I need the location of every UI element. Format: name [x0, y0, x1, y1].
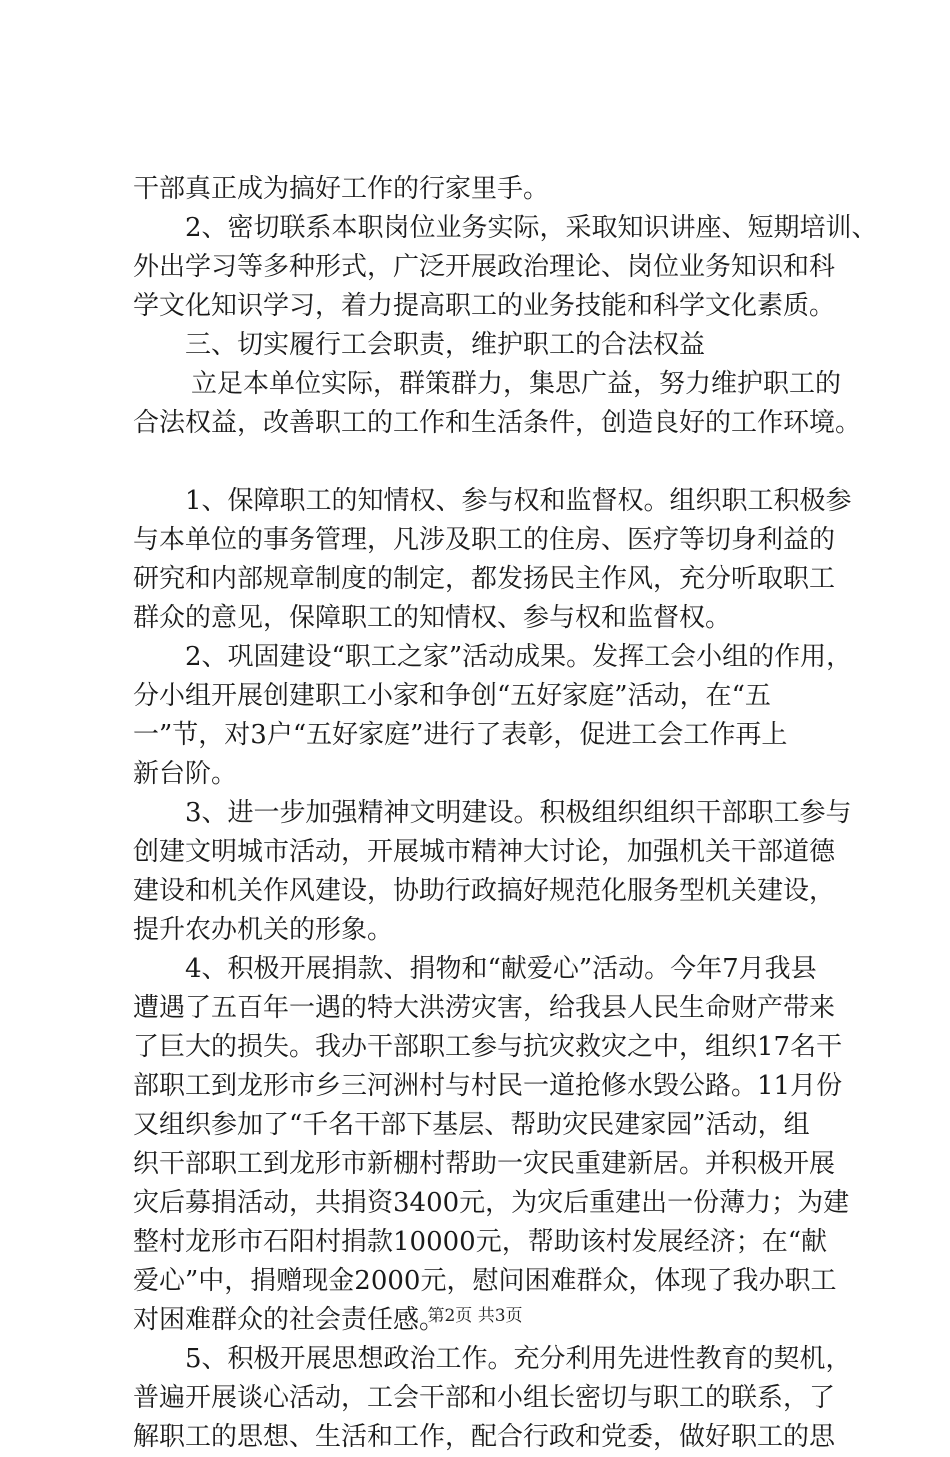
- text-line: 5、积极开展思想政治工作。充分利用先进性教育的契机，: [185, 1344, 852, 1374]
- text-line: 研究和内部规章制度的制定，都发扬民主作风，充分听取职工: [133, 564, 836, 594]
- text-line: 织干部职工到龙形市新棚村帮助一灾民重建新居。并积极开展: [133, 1149, 836, 1179]
- text-line: 学文化知识学习，着力提高职工的业务技能和科学文化素质。: [133, 291, 836, 321]
- text-line: 1、保障职工的知情权、参与权和监督权。组织职工积极参: [185, 486, 852, 516]
- text-line: 又组织参加了“千名干部下基层、帮助灾民建家园”活动，组: [133, 1110, 810, 1140]
- text-line: 了巨大的损失。我办干部职工参与抗灾救灾之中，组织17名干: [133, 1032, 843, 1062]
- text-line: 整村龙形市石阳村捐款10000元，帮助该村发展经济；在“献: [133, 1227, 828, 1257]
- text-line: 群众的意见，保障职工的知情权、参与权和监督权。: [133, 603, 732, 633]
- text-line: 与本单位的事务管理，凡涉及职工的住房、医疗等切身利益的: [133, 525, 836, 555]
- text-line: 4、积极开展捐款、捐物和“献爱心”活动。今年7月我县: [185, 954, 817, 984]
- blank-line: [133, 443, 833, 482]
- text-line: 普遍开展谈心活动，工会干部和小组长密切与职工的联系，了: [133, 1383, 836, 1413]
- text-line: 部职工到龙形市乡三河洲村与村民一道抢修水毁公路。11月份: [133, 1071, 843, 1101]
- text-line: 遭遇了五百年一遇的特大洪涝灾害，给我县人民生命财产带来: [133, 993, 836, 1023]
- text-line: 灾后募捐活动，共捐资3400元，为灾后重建出一份薄力；为建: [133, 1188, 850, 1218]
- text-line: 新台阶。: [133, 759, 238, 789]
- page-footer: 第2页 共3页: [427, 1306, 523, 1326]
- text-line: 建设和机关作风建设，协助行政搞好规范化服务型机关建设，: [133, 876, 836, 906]
- text-line: 立足本单位实际，群策群力，集思广益，努力维护职工的: [191, 369, 842, 399]
- text-line: 一”节，对3户“五好家庭”进行了表彰，促进工会工作再上: [133, 720, 788, 750]
- text-line: 合法权益，改善职工的工作和生活条件，创造良好的工作环境。: [133, 408, 862, 438]
- text-line: 干部真正成为搞好工作的行家里手。: [133, 174, 550, 204]
- text-line: 2、密切联系本职岗位业务实际，采取知识讲座、短期培训、: [185, 213, 878, 243]
- text-line: 创建文明城市活动，开展城市精神大讨论，加强机关干部道德: [133, 837, 836, 867]
- section-heading: 三、切实履行工会职责，维护职工的合法权益: [185, 330, 706, 360]
- text-line: 解职工的思想、生活和工作，配合行政和党委，做好职工的思: [133, 1422, 836, 1452]
- text-line: 2、巩固建设“职工之家”活动成果。发挥工会小组的作用，: [185, 642, 853, 672]
- text-line: 3、进一步加强精神文明建设。积极组织组织干部职工参与: [185, 798, 852, 828]
- text-line: 提升农办机关的形象。: [133, 915, 394, 945]
- text-line: 爱心”中，捐赠现金2000元，慰问困难群众，体现了我办职工: [133, 1266, 837, 1296]
- text-line: 外出学习等多种形式，广泛开展政治理论、岗位业务知识和科: [133, 252, 836, 282]
- text-line: 分小组开展创建职工小家和争创“五好家庭”活动，在“五: [133, 681, 771, 711]
- document-body: [133, 170, 878, 1457]
- text-line: 对困难群众的社会责任感。: [133, 1305, 446, 1335]
